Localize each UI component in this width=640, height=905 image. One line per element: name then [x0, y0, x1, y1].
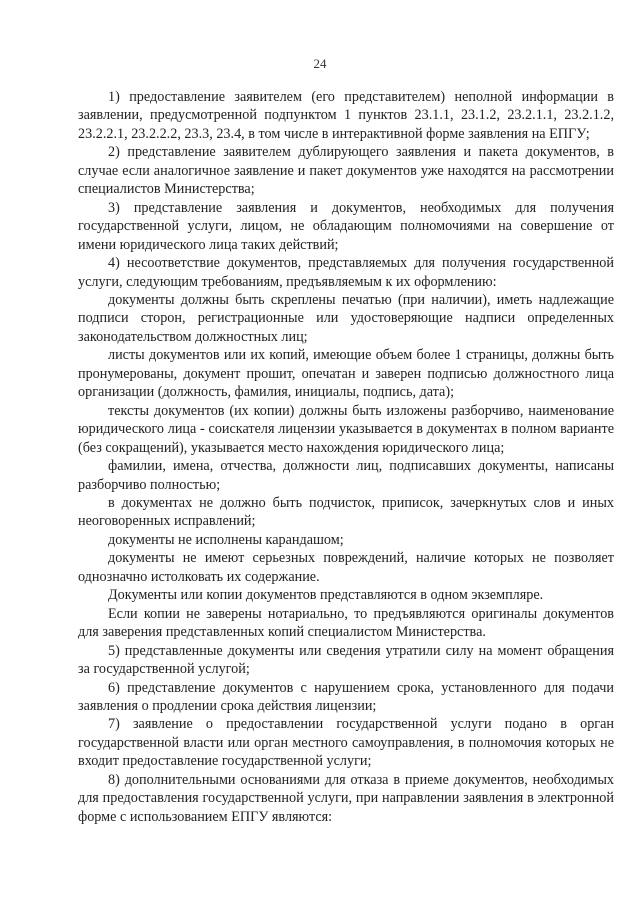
requirement-no-pencil: документы не исполнены карандашом; — [108, 531, 344, 548]
paragraph-item-3: 3) представление заявления и документов, необходимых для получения государственной услуги, лицом, не обладающим полномочиями на совершение от имени юридического лица таких действий; — [78, 199, 614, 253]
requirement-signatory-names: фамилии, имена, отчества, должности лиц, подписавших документы, написаны разборчиво полностью; — [78, 458, 614, 493]
document-body — [78, 88, 614, 826]
page-number: 24 — [313, 56, 327, 71]
paragraph-item-6: 6) представление документов с нарушением срока, установленного для подачи заявления о продлении срока действия лицензии; — [78, 679, 614, 714]
requirement-no-corrections: в документах не должно быть подчисток, приписок, зачеркнутых слов и иных неоговоренных исправлений; — [78, 494, 614, 530]
paragraph-item-2: 2) представление заявителем дублирующего заявления и пакета документов, в случае если аналогичное заявление и пакет документов уже находятся на рассмотрении специалистов Министерства; — [78, 144, 614, 198]
requirement-no-damage: документы не имеют серьезных повреждений, наличие которых не позволяет однозначно истолковать их содержание. — [78, 550, 614, 585]
paragraph-item-1: 1) предоставление заявителем (его представителем) неполной информации в заявлении, предусмотренной подпунктом 1 пунктов 23.1.1, 23.1.2, 23.2.1.1, 23.2.1.2, 23.2.2.1, 23.2.2.2, 23.3, 23.4, в том числе в интерактивной форме заявления на ЕПГУ; — [78, 89, 614, 142]
requirement-legible-text: тексты документов (их копии) должны быть изложены разборчиво, наименование юридического лица - соискателя лицензии указывается в документах в полном варианте (без сокращений), указывается место нахождения юридического лица; — [78, 402, 614, 456]
requirement-page-numbering: листы документов или их копий, имеющие объем более 1 страницы, должны быть пронумерованы, документ прошит, опечатан и заверен подписью должностного лица организации (должность, фамилия, инициалы, подпись, дата); — [78, 347, 614, 401]
paragraph-originals: Если копии не заверены нотариально, то предъявляются оригиналы документов для заверения представленных копий специалистом Министерства. — [78, 605, 614, 641]
paragraph-item-8: 8) дополнительными основаниями для отказа в приеме документов, необходимых для предоставления государственной услуги, при направлении заявления в электронной форме с использованием ЕПГУ являются: — [78, 771, 614, 825]
paragraph-item-4: 4) несоответствие документов, представляемых для получения государственной услуги, следующим требованиям, предъявляемым к их оформлению: — [78, 255, 614, 290]
paragraph-item-5: 5) представленные документы или сведения утратили силу на момент обращения за государственной услугой; — [78, 642, 614, 678]
requirement-seals-signatures: документы должны быть скреплены печатью (при наличии), иметь надлежащие подписи сторон, регистрационные или удостоверяющие надписи определенных законодательством должностных лиц; — [78, 291, 614, 345]
paragraph-item-7: 7) заявление о предоставлении государственной услуги подано в орган государственной власти или орган местного самоуправления, в полномочия которых не входит предоставление государственной услуги; — [78, 716, 614, 770]
paragraph-single-copy: Документы или копии документов представляются в одном экземпляре. — [108, 587, 544, 604]
